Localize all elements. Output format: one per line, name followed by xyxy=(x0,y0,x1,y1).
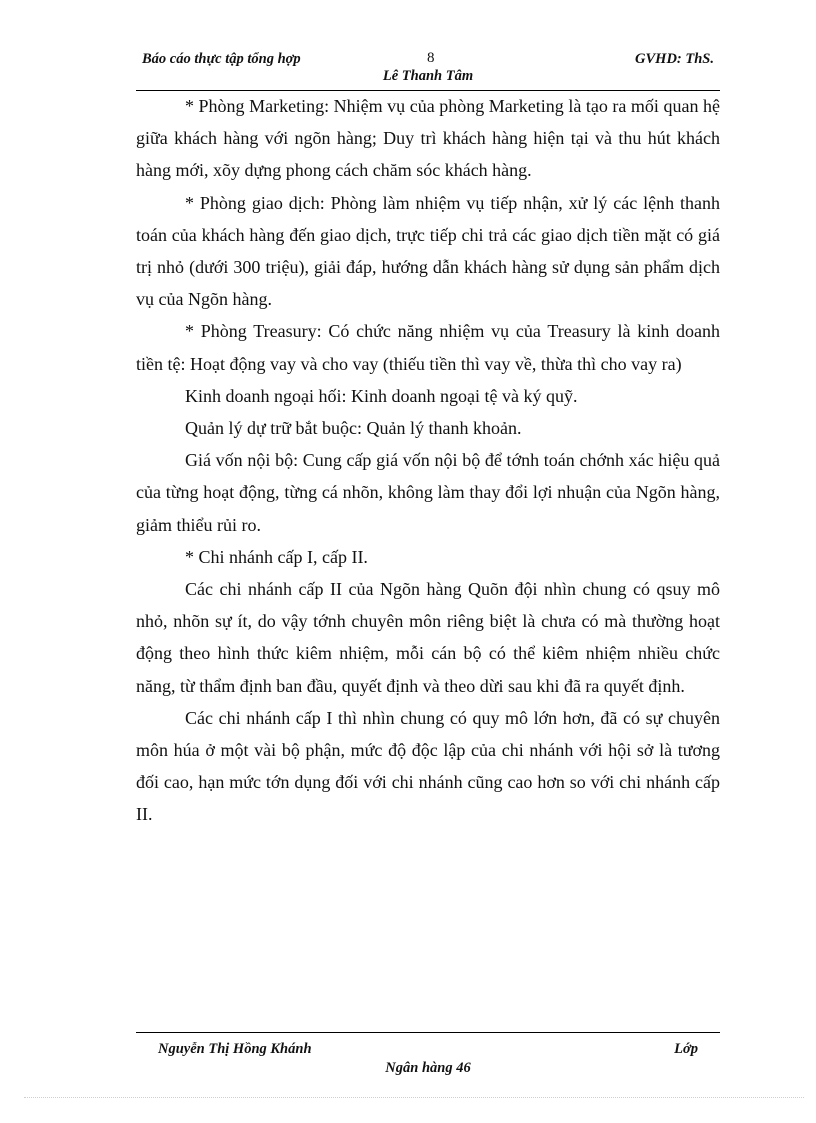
paragraph-level1-branches: Các chi nhánh cấp I thì nhìn chung có quy mô lớn hơn, đã có sự chuyên môn húa ở một vài bộ phận, mức độ độc lập của chi nhánh với hội sở là tương đối cao, hạn mức tớn dụng đối với chi nhánh cũng cao hơn so với chi nhánh cấp II. xyxy=(136,707,720,825)
paragraph-internal-cost: Giá vốn nội bộ: Cung cấp giá vốn nội bộ để tớnh toán chớnh xác hiệu quả của từng hoạt động, từng cá nhõn, không làm thay đổi lợi nhuận của Ngõn hàng, giảm thiểu rủi ro. xyxy=(136,450,720,535)
footer-author: Nguyễn Thị Hồng Khánh xyxy=(158,1041,312,1057)
paragraph-level2-branches: Các chi nhánh cấp II của Ngõn hàng Quõn đội nhìn chung có qsuy mô nhỏ, nhõn sự ít, do vậy tớnh chuyên môn riêng biệt là chưa có mà thường hoạt động theo hình thức kiêm nhiệm, mỗi cán bộ có thể kiêm nhiệm nhiều chức năng, từ thẩm định ban đầu, quyết định và theo dừi sau khi đã ra quyết định. xyxy=(136,579,720,696)
header-supervisor: GVHD: ThS. xyxy=(635,51,714,67)
page-footer xyxy=(136,1032,720,1082)
paragraph-reserve: Quản lý dự trữ bắt buộc: Quản lý thanh khoản. xyxy=(185,418,522,439)
document-body xyxy=(136,90,720,831)
page-header xyxy=(136,48,720,96)
header-supervisor-name: Lê Thanh Tâm xyxy=(382,68,474,84)
paragraph-marketing: * Phòng Marketing: Nhiệm vụ của phòng Marketing là tạo ra mối quan hệ giữa khách hàng với ngõn hàng; Duy trì khách hàng hiện tại và thu hút khách hàng mới, xõy dựng phong cách chăm sóc khách hàng. xyxy=(136,96,720,181)
header-report-title: Báo cáo thực tập tổng hợp xyxy=(142,51,301,67)
page-edge-divider xyxy=(24,1097,804,1098)
footer-rule xyxy=(136,1032,720,1033)
paragraph-treasury: * Phòng Treasury: Có chức năng nhiệm vụ của Treasury là kinh doanh tiền tệ: Hoạt động vay và cho vay (thiếu tiền thì vay về, thừa thì cho vay ra) xyxy=(136,321,720,374)
footer-class-label: Lớp xyxy=(674,1041,698,1057)
paragraph-forex: Kinh doanh ngoại hối: Kinh doanh ngoại tệ và ký quỹ. xyxy=(185,385,578,406)
paragraph-branches-heading: * Chi nhánh cấp I, cấp II. xyxy=(185,546,368,567)
footer-class-name: Ngân hàng 46 xyxy=(385,1060,471,1076)
page-number: 8 xyxy=(427,50,435,66)
paragraph-transaction-office: * Phòng giao dịch: Phòng làm nhiệm vụ tiếp nhận, xử lý các lệnh thanh toán của khách hàng đến giao dịch, trực tiếp chi trả các giao dịch tiền mặt có giá trị nhỏ (dưới 300 triệu), giải đáp, hướng dẫn khách hàng sử dụng sản phẩm dịch vụ của Ngõn hàng. xyxy=(136,192,720,310)
